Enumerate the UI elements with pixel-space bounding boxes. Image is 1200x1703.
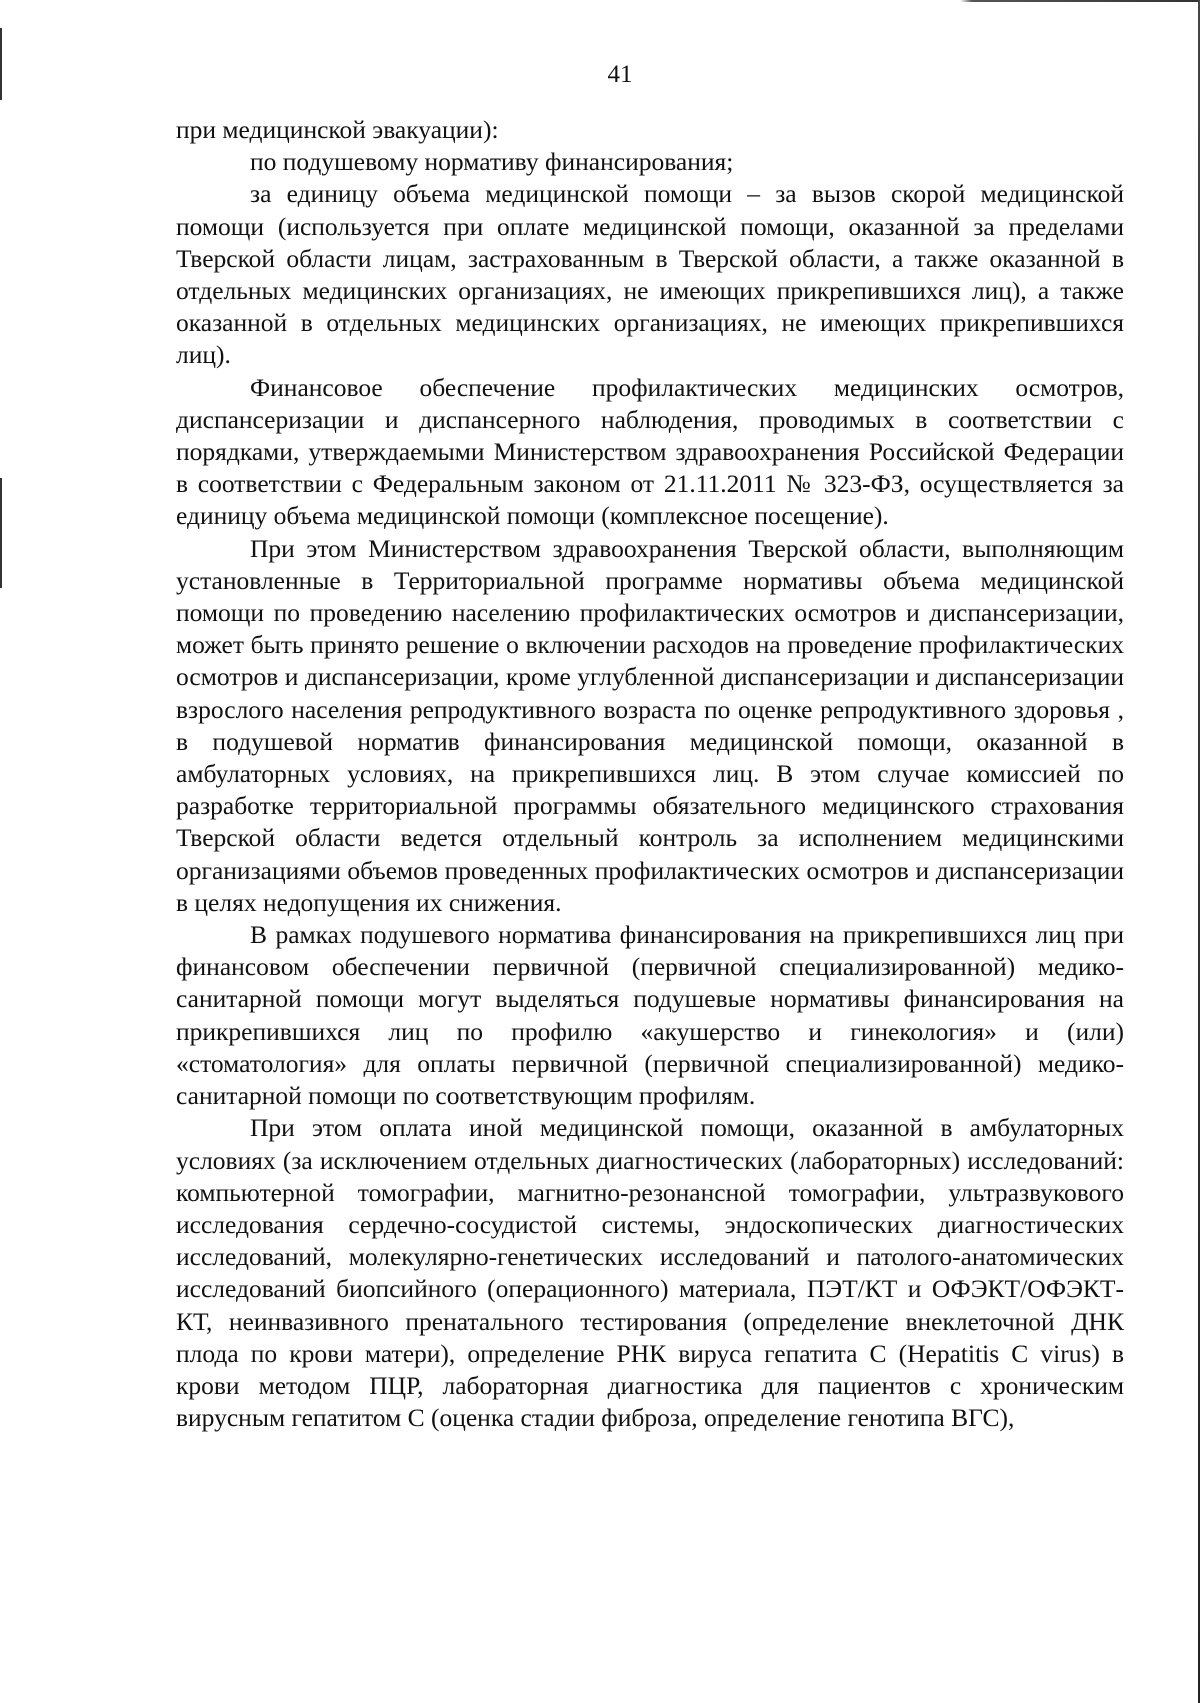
paragraph: по подушевому нормативу финансирования; (250, 147, 734, 177)
paragraph: При этом оплата иной медицинской помощи, оказанной в амбулаторных условиях (за исключением отдельных диагностических (лабораторных) исследований: компьютерной томографии, магнитно-резонансной томографии, ультразвукового исследования сердечно-сосудистой системы, эндоскопических диагностических исследований, молекулярно-генетических исследований и патолого-анатомических исследований биопсийного (операционного) материала, ПЭТ/КТ и ОФЭКТ/ОФЭКТ-КТ, неинвазивного пренатального тестирования (определение внеклеточной ДНК плода по крови матери), определение РНК вируса гепатита С (Hepatitis C virus) в крови методом ПЦР, лабораторная диагностика для пациентов с хроническим вирусным гепатитом С (оценка стадии фиброза, определение генотипа ВГС), (176, 1113, 1124, 1433)
scan-edge-left (0, 478, 2, 588)
scan-edge-left (0, 28, 2, 100)
paragraph: Финансовое обеспечение профилактических медицинских осмотров, диспансеризации и диспансерного наблюдения, проводимых в соответствии с порядками, утверждаемыми Министерством здравоохранения Российской Федерации в соответствии с Федеральным законом от 21.11.2011 № 323-ФЗ, осуществляется за единицу объема медицинской помощи (комплексное посещение). (176, 372, 1124, 531)
page-number: 41 (607, 61, 633, 88)
paragraph: При этом Министерством здравоохранения Тверской области, выполняющим установленные в Территориальной программе нормативы объема медицинской помощи по проведению населению профилактических осмотров и диспансеризации, может быть принято решение о включении расходов на проведение профилактических осмотров и диспансеризации, кроме углубленной диспансеризации и диспансеризации взрослого населения репродуктивного возраста по оценке репродуктивного здоровья , в подушевой норматив финансирования медицинской помощи, оказанной в амбулаторных условиях, на прикрепившихся лиц. В этом случае комиссией по разработке территориальной программы обязательного медицинского страхования Тверской области ведется отдельный контроль за исполнением медицинскими организациями объемов проведенных профилактических осмотров и диспансеризации в целях недопущения их снижения. (176, 533, 1124, 917)
paragraph: за единицу объема медицинской помощи – за вызов скорой медицинской помощи (используется при оплате медицинской помощи, оказанной за пределами Тверской области лицам, застрахованным в Тверской области, а также оказанной в отдельных медицинских организациях, не имеющих прикрепившихся лиц), а также оказанной в отдельных медицинских организациях, не имеющих прикрепившихся лиц). (176, 179, 1124, 370)
document-body (176, 114, 1124, 1434)
scan-edge-top (0, 0, 1200, 2)
paragraph: В рамках подушевого норматива финансирования на прикрепившихся лиц при финансовом обеспечении первичной (первичной специализированной) медико-санитарной помощи могут выделяться подушевые нормативы финансирования на прикрепившихся лиц по профилю «акушерство и гинекология» и (или) «стоматология» для оплаты первичной (первичной специализированной) медико-санитарной помощи по соответствующим профилям. (176, 920, 1124, 1111)
paragraph: при медицинской эвакуации): (176, 115, 499, 144)
